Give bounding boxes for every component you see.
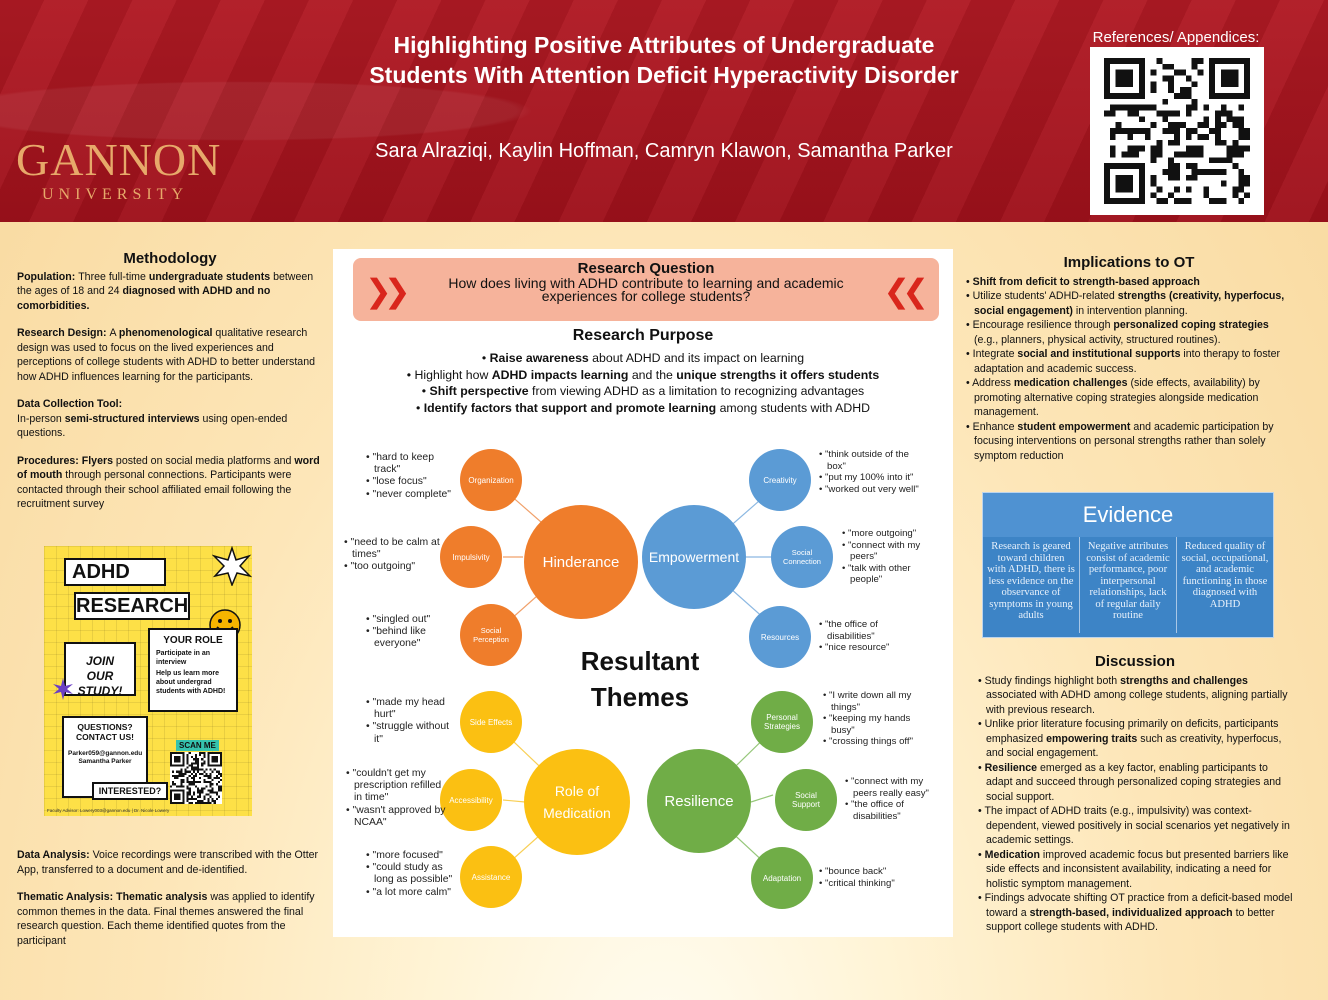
text-run: and academic participation by focusing interventions on personal strengths rather than solely symptom reduction (974, 420, 1274, 462)
data-analysis-text (17, 848, 323, 877)
implication-item (964, 376, 1294, 420)
social-connection-bubble: Social Connection (771, 526, 833, 588)
bold-run: strengths (creativity, hyperfocus, social engagement) (974, 290, 1285, 317)
implications-list (964, 275, 1294, 464)
text-run: Enhance (972, 420, 1018, 433)
discussion-item (976, 804, 1294, 848)
bold-run: Data Analysis: (17, 849, 93, 861)
side-effects-quotes (366, 697, 458, 746)
resources-quotes (819, 619, 909, 654)
thematic-analysis-text (17, 890, 323, 948)
text-run: Study findings highlight both (984, 674, 1121, 687)
chevron-right-icon: ❯❯ (365, 273, 403, 309)
bold-run: Thematic analysis (116, 891, 208, 903)
bold-run: student empowerment (1017, 420, 1131, 433)
creativity-quotes (819, 449, 919, 495)
flyer-role-title: YOUR ROLE (163, 635, 223, 646)
bold-run: ADHD impacts learning (491, 367, 629, 382)
quote-item: • "think outside of the box" (819, 449, 919, 472)
resources-bubble: Resources (749, 606, 811, 668)
implication-item (964, 420, 1294, 464)
evidence-cells (983, 537, 1273, 633)
evidence-table (982, 492, 1274, 638)
creativity-bubble: Creativity (749, 449, 811, 511)
implications-section (964, 256, 1294, 463)
flyer-questions-title: QUESTIONS? CONTACT US! (76, 722, 134, 742)
data-collection-heading: Data Collection Tool: (17, 398, 123, 410)
research-question-heading: Research Question (577, 260, 715, 277)
flyer-role-item-1: Participate in an interview (156, 650, 211, 666)
flyer-adhd: ADHD (64, 558, 166, 586)
text-run: Integrate (972, 348, 1018, 360)
quote-item: • "too outgoing" (344, 561, 444, 573)
social-perception-bubble: Social Perception (460, 604, 522, 666)
flyer-contact: Parker059@gannon.edu Samantha Parker (68, 750, 143, 765)
authors: Sara Alraziqi, Kaylin Hoffman, Camryn Klawon, Samantha Parker (375, 140, 953, 162)
impulsivity-bubble: Impulsivity (440, 526, 502, 588)
references-label: References/ Appendices: (1092, 29, 1260, 46)
social-connection-quotes (842, 528, 932, 586)
text-run: The impact of ADHD traits (e.g., impulsivity) was context-dependent, viewed positively in social scenarios yet negatively in academic settings. (984, 805, 1290, 846)
evidence-cell: Reduced quality of social, occupational, and academic functioning in those diagnosed with ADHD (1181, 541, 1269, 610)
population-text (17, 270, 323, 314)
discussion-list (976, 674, 1294, 935)
quote-item: • "nice resource" (819, 642, 909, 654)
adaptation-bubble: Adaptation (751, 847, 813, 909)
text-run: into therapy to foster adaptation and academic success. (974, 348, 1280, 375)
text-run: (side effects, availability) by promoting alternative coping strategies alongside medication management. (974, 377, 1260, 418)
bold-run: Resilience (984, 761, 1038, 774)
accessibility-quotes (346, 768, 446, 829)
starburst-icon (52, 678, 74, 700)
resultant-themes-title: Resultant Themes (580, 646, 700, 712)
text-run: Utilize students' ADHD-related (972, 290, 1118, 302)
bold-run: diagnosed with ADHD and no comorbidities. (17, 285, 271, 312)
text-run: associated with ADHD among college students, aligning partially with previous research. (986, 689, 1288, 716)
chevron-left-icon: ❮❮ (883, 273, 921, 309)
bold-run: Medication (984, 848, 1040, 861)
discussion-item (976, 717, 1294, 761)
quote-item: • "could study as long as possible" (366, 862, 458, 886)
quote-item: • "I write down all my things" (823, 690, 923, 713)
text-run: posted on social media platforms and (112, 454, 295, 467)
bold-run: strengths and challenges (1120, 674, 1248, 687)
flyer-role-item-2: Help us learn more about undergrad students with ADHD! (156, 670, 226, 695)
discussion-item (976, 761, 1294, 805)
empowerment-bubble: Empowerment (642, 505, 746, 609)
header-banner (0, 0, 1328, 222)
organization-bubble: Organization (460, 449, 522, 511)
bold-run: social and institutional supports (1017, 348, 1181, 360)
theme-connectors (333, 249, 953, 937)
flyer-scan-me: SCAN ME (176, 740, 219, 751)
quote-item: • "made my head hurt" (366, 697, 458, 721)
bold-run: Research Design: (17, 327, 110, 339)
implication-item (964, 275, 1294, 290)
quote-item: • "never complete" (366, 489, 461, 501)
bold-run: Shift perspective (429, 384, 529, 399)
bold-run: Shift from deficit to strength-based approach (972, 275, 1200, 288)
assistance-bubble: Assistance (460, 846, 522, 908)
quote-item: • "worked out very well" (819, 484, 919, 496)
quote-item: • "wasn't approved by NCAA" (346, 805, 446, 829)
quote-item: • "connect with my peers really easy" (845, 776, 935, 799)
flyer-join-study: JOIN OUR STUDY! (64, 642, 136, 696)
text-run: emerged as a key factor, enabling participants to adapt and succeed through personalized coping strategies and social support. (986, 761, 1282, 803)
medication-bubble: Role of Medication (524, 749, 630, 855)
bold-run: empowering traits (1046, 732, 1138, 745)
implication-item (964, 289, 1294, 318)
references-qr-code[interactable] (1090, 47, 1264, 215)
evidence-heading: Evidence (983, 493, 1273, 537)
text-run: using open-ended questions. (17, 412, 288, 439)
quote-item: • "connect with my peers" (842, 540, 932, 563)
personal-strategies-quotes (823, 690, 923, 748)
quote-item: • "put my 100% into it" (819, 472, 919, 484)
quote-item: • "couldn't get my prescription refilled in time" (346, 768, 446, 805)
text-run: was applied to identify common themes in the data. Final themes answered the final research question. Each theme identified quotes from the participant (17, 891, 315, 947)
flyer-research: RESEARCH (74, 592, 190, 620)
text-run: Voice recordings were transcribed with the Otter App, transferred to a document and de-identified. (17, 849, 319, 876)
bold-run: Procedures: (17, 454, 82, 467)
quote-item: • "struggle without it" (366, 721, 458, 745)
accessibility-bubble: Accessibility (440, 769, 502, 831)
organization-quotes (366, 452, 461, 501)
text-run: and the (628, 367, 677, 382)
quote-item: • "more focused" (366, 850, 458, 862)
data-collection-text (17, 397, 323, 441)
starburst-icon (212, 546, 252, 586)
text-run: Encourage resilience through (972, 319, 1114, 331)
quote-item: • "the office of disabilities" (845, 799, 935, 822)
quote-item: • "lose focus" (366, 476, 461, 488)
text-run: Findings advocate shifting OT practice from a deficit-based model toward a (984, 892, 1293, 919)
hinderance-bubble: Hinderance (524, 505, 638, 619)
discussion-item (976, 674, 1294, 718)
text-run: among students with ADHD (716, 400, 870, 415)
quote-item: • "the office of disabilities" (819, 619, 909, 642)
discussion-heading: Discussion (1094, 653, 1176, 670)
flyer-your-role (148, 628, 238, 712)
text-run: to better support college students with ADHD. (986, 906, 1275, 933)
text-run: In-person (17, 412, 65, 425)
discussion-item (976, 848, 1294, 892)
quote-item: • "critical thinking" (819, 878, 919, 890)
quote-item: • "talk with other people" (842, 563, 932, 586)
analysis-section (17, 848, 323, 961)
social-support-bubble: Social Support (775, 769, 837, 831)
center-panel (333, 249, 953, 937)
text-run: Address (972, 377, 1014, 389)
bold-run: personalized coping strategies (1113, 319, 1269, 331)
qr-code-icon (1104, 57, 1250, 205)
quote-item: • "a lot more calm" (366, 887, 458, 899)
logo-main-text: GANNON (16, 134, 222, 185)
bold-run: Flyers (81, 454, 113, 467)
gannon-logo (16, 136, 226, 204)
research-design-text (17, 326, 323, 384)
text-run: Unlike prior literature focusing primarily on deficits, participants emphasized (984, 718, 1279, 745)
bold-run: Raise awareness (489, 351, 589, 365)
text-run: Three full-time (78, 270, 149, 283)
flyer-footer: Faculty Advisor: Lowery003@gannon.edu | Dr. Nicole Lowery (47, 808, 170, 813)
data-collection-body (17, 413, 287, 440)
methodology-section (17, 252, 323, 525)
poster-title: Highlighting Positive Attributes of Undergraduate Students With Attention Deficit Hyperactivity Disorder (369, 32, 959, 88)
text-run: A (109, 327, 119, 339)
text-run: about ADHD and its impact on learning (588, 351, 805, 365)
side-effects-bubble: Side Effects (460, 691, 522, 753)
discussion-section (976, 655, 1294, 935)
bold-run: strength-based, individualized approach (1029, 906, 1233, 919)
quote-item: • "singled out" (366, 614, 456, 626)
quote-item: • "bounce back" (819, 866, 919, 878)
methodology-heading: Methodology (123, 250, 217, 267)
bold-run: phenomenological (118, 327, 213, 339)
social-support-quotes (845, 776, 935, 822)
impulsivity-quotes (344, 537, 444, 574)
quote-item: • "behind like everyone" (366, 626, 456, 650)
qr-code-icon (170, 752, 222, 804)
text-run: (e.g., planners, physical activity, structured routines). (974, 333, 1221, 346)
bold-run: Thematic Analysis: (17, 891, 117, 903)
bold-run: Population: (17, 270, 79, 283)
text-run: qualitative research design was used to focus on the lived experiences and perceptions of college students with ADHD to better understand how ADHD influences learning for the participants. (17, 327, 315, 383)
research-question-text: How does living with ADHD contribute to learning and academic experiences for college students? (448, 275, 844, 304)
quote-item: • "crossing things off" (823, 736, 923, 748)
evidence-cell: Negative attributes consist of academic performance, poor interpersonal relationships, lack of regular daily routine (1080, 537, 1177, 633)
implications-heading: Implications to OT (1063, 254, 1195, 271)
logo-sub-text: UNIVERSITY (42, 186, 188, 203)
text-run: through personal connections. Participants were contacted through their school affiliated email following the recruitment survey (17, 469, 292, 510)
text-run: improved academic focus but presented barriers like side effects and inconsistent availability, indicating a need for holistic symptom management. (986, 848, 1289, 890)
research-purpose-heading: Research Purpose (572, 327, 714, 344)
resilience-bubble: Resilience (647, 749, 751, 853)
bold-run: unique strengths it offers students (676, 367, 880, 382)
text-run: in intervention planning. (1072, 304, 1188, 317)
quote-item: • "hard to keep track" (366, 452, 461, 476)
implication-item (964, 318, 1294, 347)
procedures-text (17, 454, 323, 512)
quote-item: • "more outgoing" (842, 528, 932, 540)
bold-run: Identify factors that support and promote learning (423, 400, 717, 415)
text-run: Highlight how (414, 367, 492, 382)
adaptation-quotes (819, 866, 919, 889)
text-run: such as creativity, hyperfocus, and social engagement. (986, 732, 1282, 759)
social-perception-quotes (366, 614, 456, 651)
implication-item (964, 347, 1294, 376)
assistance-quotes (366, 850, 458, 899)
bold-run: undergraduate students (148, 270, 271, 283)
bold-run: semi-structured interviews (64, 412, 200, 425)
recruitment-flyer (44, 546, 252, 816)
personal-strategies-bubble: Personal Strategies (751, 691, 813, 753)
quote-item: • "need to be calm at times" (344, 537, 444, 561)
quote-item: • "keeping my hands busy" (823, 713, 923, 736)
text-run: from viewing ADHD as a limitation to recognizing advantages (528, 384, 865, 399)
discussion-item (976, 891, 1294, 935)
bold-run: word of mouth (17, 454, 320, 481)
flyer-interested: INTERESTED? (92, 782, 168, 800)
bold-run: medication challenges (1013, 377, 1128, 389)
text-run: between the ages of 18 and 24 (17, 270, 314, 297)
evidence-cell: Research is geared toward children with ADHD, there is less evidence on the observance of symptoms in young adults (983, 537, 1080, 633)
